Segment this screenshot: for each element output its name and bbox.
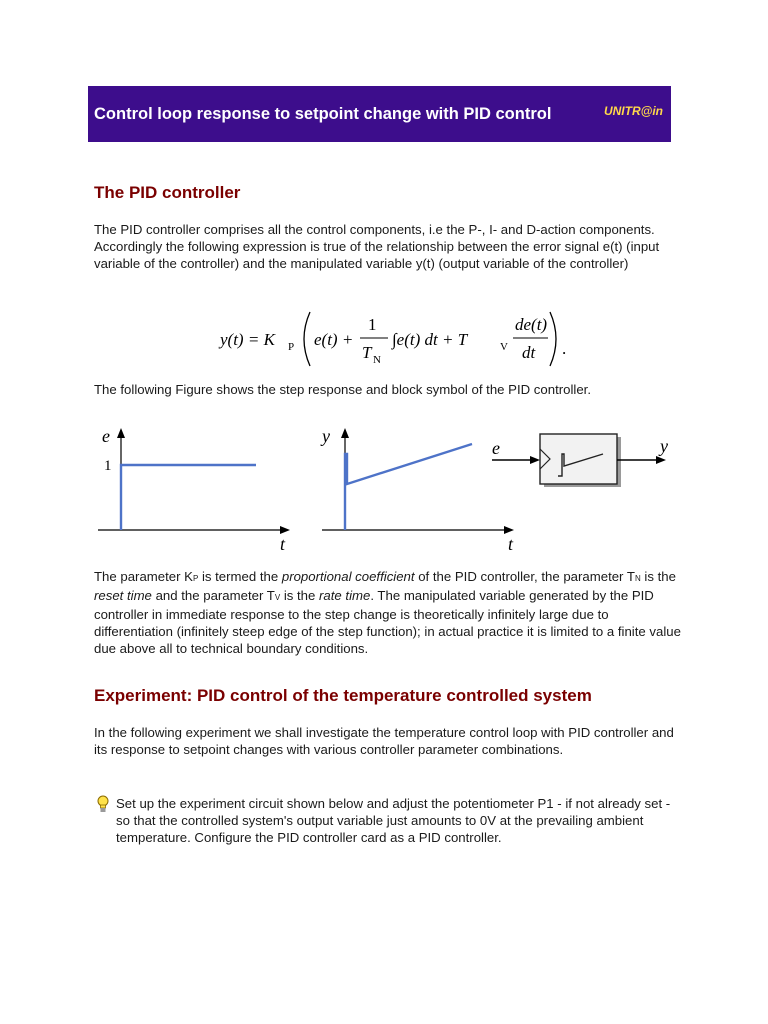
right-paren	[550, 312, 556, 366]
experiment-intro-paragraph: In the following experiment we shall investigate the temperature control loop with PID controller and its response to setpoint changes with various controller parameter combinations.	[94, 725, 674, 757]
page-title: Control loop response to setpoint change with PID control	[94, 105, 552, 123]
section-heading-pid-controller: The PID controller	[94, 183, 241, 202]
title-banner	[88, 86, 671, 142]
formula-kp-sub: P	[288, 341, 295, 353]
plot1-tick-1: 1	[104, 458, 112, 474]
block-output-label: y	[660, 436, 668, 456]
x-arrow	[280, 526, 290, 534]
formula-tn: T	[362, 343, 372, 362]
logo-text: UNITR@in	[603, 104, 663, 118]
lightbulb-icon	[96, 795, 110, 813]
bullet-instruction: Set up the experiment circuit shown below and adjust the potentiometer P1 - if not already set - so that the controlled system's output variable just amounts to 0V at the prevailing ambient temperature. Configure the PID controller card as a PID controller.	[116, 796, 671, 845]
figure-intro-paragraph: The following Figure shows the step response and block symbol of the PID controller.	[94, 382, 591, 397]
plot2-ylabel: y	[322, 426, 330, 446]
output-arrow	[656, 456, 666, 464]
block-input-label: e	[492, 438, 500, 458]
formula-dt: dt	[522, 343, 536, 362]
y-arrow	[117, 428, 125, 438]
y-arrow	[341, 428, 349, 438]
plot2-xlabel: t	[508, 534, 514, 554]
input-arrow	[530, 456, 540, 464]
pid-block	[540, 434, 617, 484]
intro-paragraph: The PID controller comprises all the control components, i.e the P-, I- and D-action components. Accordingly the following expression is true of the relationship between the error signal e(t) (input variable of the controller) and the manipulated variable y(t) (output variable of the controller)	[94, 222, 660, 271]
pid-formula	[210, 308, 570, 370]
plot1-xlabel: t	[280, 534, 286, 554]
formula-lhs: y(t) = K	[220, 330, 275, 349]
section-heading-experiment: Experiment: PID control of the temperature controlled system	[94, 686, 592, 705]
formula-de: de(t)	[515, 315, 548, 334]
step-input-plot	[94, 424, 304, 554]
pid-block-symbol	[488, 424, 678, 504]
formula-term-e: e(t) +	[314, 330, 354, 349]
formula-tn-sub: N	[373, 354, 381, 366]
formula-integral: ∫e(t) dt + T	[392, 330, 468, 349]
formula-dot: .	[562, 339, 567, 358]
formula-one: 1	[368, 315, 377, 334]
formula-tv-sub: V	[500, 341, 508, 353]
step-signal	[121, 465, 256, 530]
parameter-paragraph: The parameter KP is termed the proportional coefficient of the PID controller, the parameter TN is the reset time and the parameter TV is the rate time. The manipulated variable generated by the PID controller in immediate response to the step change is theoretically infinitely large due to differentiation (infinitely steep edge of the step function); in actual practice it is limited to a finite value due above all to technical boundary conditions.	[94, 569, 681, 656]
plot1-ylabel: e	[102, 426, 110, 446]
pid-response-signal	[345, 444, 472, 530]
unitrain-logo	[604, 104, 663, 118]
x-arrow	[504, 526, 514, 534]
left-paren	[304, 312, 310, 366]
